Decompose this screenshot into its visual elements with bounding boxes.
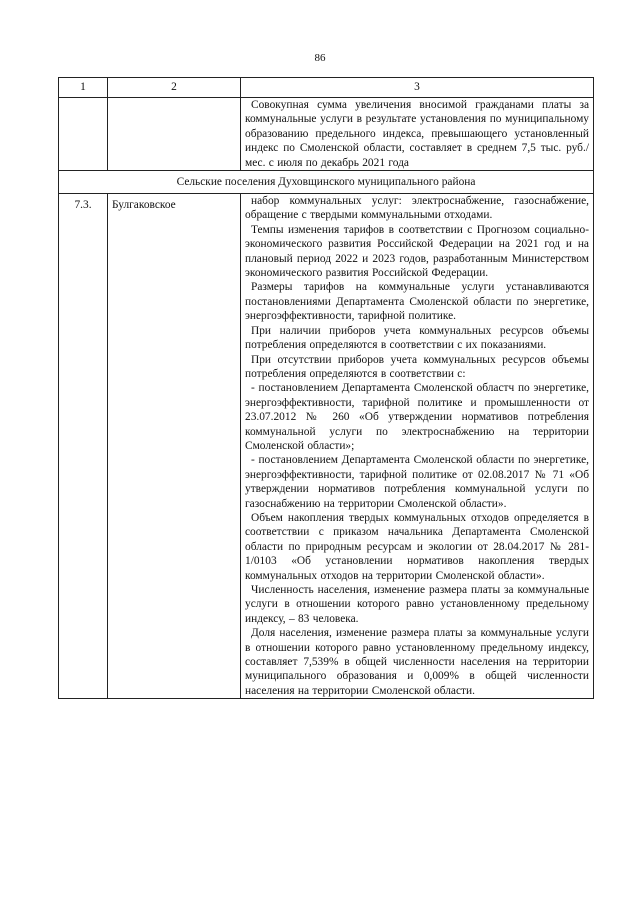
- row-number: 7.3.: [59, 194, 108, 699]
- row-description: [241, 194, 594, 699]
- paragraph: - постановлением Департамента Смоленской области по энергетике, энергоэффективности, тарифной политике от 02.08.2017 № 71 «Об утверждении нормативов потребления коммунальной услуги по газоснабжению на территории Смоленской области».: [245, 454, 589, 510]
- section-title: Сельские поселения Духовщинского муниципального района: [59, 171, 594, 194]
- paragraph: Размеры тарифов на коммунальные услуги устанавливаются постановлениями Департамента Смоленской области по энергетике, энергоэффективности, тарифной политике.: [245, 281, 589, 323]
- cell-empty-name: [108, 98, 241, 171]
- cell-empty-number: [59, 98, 108, 171]
- header-col-3: 3: [241, 78, 594, 98]
- paragraph: При отсутствии приборов учета коммунальных ресурсов объемы потребления определяются в соответствии с:: [245, 353, 589, 380]
- paragraph: Доля населения, изменение размера платы за коммунальные услуги в отношении которого равно установленному предельному индексу, составляет 7,539% в общей численности населения на территории муниципального образования и 0,009% в общей численности населения на территории Смоленской области.: [245, 627, 589, 697]
- table-row: [59, 194, 594, 699]
- tariff-table: [58, 77, 594, 699]
- page-number: 86: [314, 52, 326, 64]
- paragraph: Объем накопления твердых коммунальных отходов определяется в соответствии с приказом начальника Департамента Смоленской области по природным ресурсам и экологии от 28.04.2017 № 281-1/0103 «Об установлении нормативов накопления твердых коммунальных отходов на территории Смоленской области».: [245, 511, 589, 582]
- header-col-2: 2: [108, 78, 241, 98]
- settlement-name: Булгаковское: [108, 194, 241, 699]
- table-header-row: [59, 78, 594, 98]
- paragraph: Темпы изменения тарифов в соответствии с Прогнозом социально-экономического развития Российской Федерации на 2021 год и на плановый период 2022 и 2023 годов, разработанным Министерством экономического развития Российской Федерации.: [245, 223, 589, 280]
- table-row-continued: [59, 98, 594, 171]
- paragraph: набор коммунальных услуг: электроснабжение, газоснабжение, обращение с твердыми коммунальными отходами.: [245, 195, 589, 222]
- section-title-row: [59, 171, 594, 194]
- cell-continued-text: [241, 98, 594, 171]
- paragraph: Численность населения, изменение размера платы за коммунальные услуги в отношении которого равно установленному предельному индексу, – 83 человека.: [245, 584, 589, 625]
- header-col-1: 1: [59, 78, 108, 98]
- paragraph: - постановлением Департамента Смоленской областч по энергетике, энергоэффективности, тарифной политике и промышленности от 23.07.2012 № 260 «Об утверждении нормативов потребления коммунальной услуги по электроснабжению на территории Смоленской области»;: [245, 382, 589, 452]
- paragraph: При наличии приборов учета коммунальных ресурсов объемы потребления определяются в соответствии с их показаниями.: [245, 324, 589, 352]
- continued-paragraph: Совокупная сумма увеличения вносимой гражданами платы за коммунальные услуги в результате установления по муниципальному образованию предельного индекса, превышающего установленный индекс по Смоленской области, составляет в среднем 7,5 тыс. руб./мес. с июля по декабрь 2021 года: [245, 99, 589, 169]
